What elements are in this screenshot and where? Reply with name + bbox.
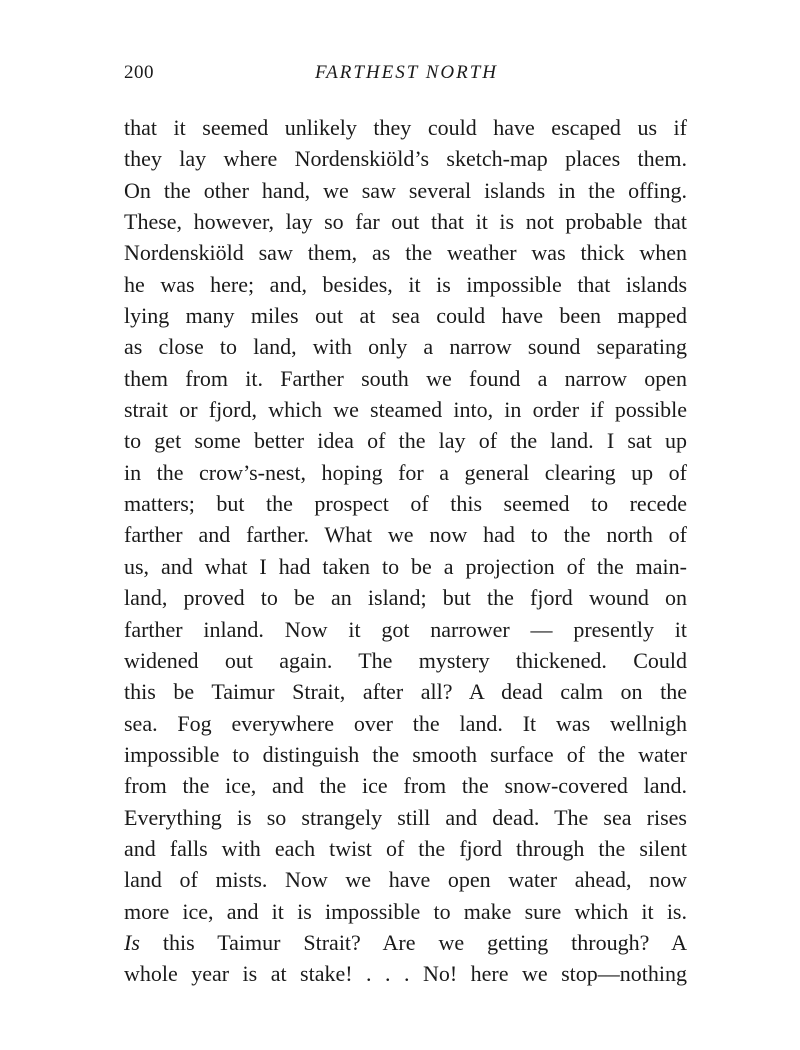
text-line: widened out again. The mystery thickened. Could bbox=[124, 647, 687, 673]
text-line: Everything is so strangely still and dead. The sea rises bbox=[124, 804, 687, 830]
text-line: These, however, lay so far out that it is not probable that bbox=[124, 209, 687, 235]
text-line: On the other hand, we saw several islands in the offing. bbox=[124, 177, 687, 203]
text-line: strait or fjord, which we steamed into, in order if possible bbox=[124, 397, 687, 423]
text-line: land of mists. Now we have open water ahead, now bbox=[124, 867, 687, 893]
body-text bbox=[124, 112, 687, 990]
text-line: from the ice, and the ice from the snow-covered land. bbox=[124, 773, 687, 799]
text-line: in the crow’s-nest, hoping for a general clearing up of bbox=[124, 459, 687, 485]
text-line: matters; but the prospect of this seemed to recede bbox=[124, 491, 687, 517]
text-line: this be Taimur Strait, after all? A dead calm on the bbox=[124, 679, 687, 705]
text-line: as close to land, with only a narrow sound separating bbox=[124, 334, 687, 360]
text-line: whole year is at stake! . . . No! here we stop—nothing bbox=[124, 961, 687, 987]
text-line: impossible to distinguish the smooth surface of the water bbox=[124, 741, 687, 767]
text-line: more ice, and it is impossible to make sure which it is. bbox=[124, 898, 687, 924]
text-line: he was here; and, besides, it is impossible that islands bbox=[124, 271, 687, 297]
text-line: us, and what I had taken to be a projection of the main- bbox=[124, 553, 687, 579]
text-line: to get some better idea of the lay of the land. I sat up bbox=[124, 428, 687, 454]
running-title: FARTHEST NORTH bbox=[314, 62, 499, 83]
text-line: farther inland. Now it got narrower — presently it bbox=[124, 616, 687, 642]
italic-word: Is bbox=[124, 929, 140, 955]
text-line-rest: this Taimur Strait? Are we getting through? A bbox=[139, 929, 687, 955]
page-number: 200 bbox=[124, 62, 154, 83]
text-line: Nordenskiöld saw them, as the weather was thick when bbox=[124, 240, 687, 266]
text-line: land, proved to be an island; but the fjord wound on bbox=[124, 585, 687, 611]
text-line: that it seemed unlikely they could have escaped us if bbox=[124, 115, 687, 140]
text-line bbox=[124, 927, 687, 958]
text-line: they lay where Nordenskiöld’s sketch-map places them. bbox=[124, 146, 687, 172]
text-line: them from it. Farther south we found a narrow open bbox=[124, 365, 687, 391]
text-line: lying many miles out at sea could have been mapped bbox=[124, 303, 687, 329]
text-line: and falls with each twist of the fjord through the silent bbox=[124, 835, 687, 861]
text-line: sea. Fog everywhere over the land. It was wellnigh bbox=[124, 710, 687, 736]
running-head bbox=[124, 62, 689, 88]
text-line: farther and farther. What we now had to the north of bbox=[124, 522, 687, 548]
